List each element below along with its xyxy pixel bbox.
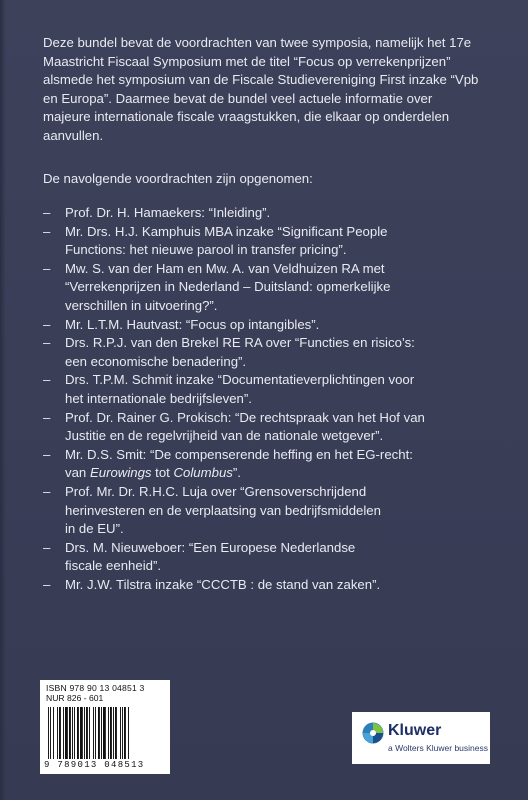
publisher-name: Kluwer bbox=[388, 722, 442, 739]
list-item bbox=[43, 576, 493, 595]
item-line: Justitie en de regelvrijheid van de nationale wetgever”. bbox=[65, 428, 384, 444]
barcode-bar bbox=[122, 707, 123, 759]
dash: – bbox=[43, 205, 51, 220]
barcode-digits: 9 789013 048513 bbox=[44, 760, 145, 770]
barcode-bar bbox=[72, 707, 73, 759]
item-line: fiscale eenheid”. bbox=[65, 558, 162, 574]
item-line: Mr. Drs. H.J. Kamphuis MBA inzake “Significant People bbox=[65, 223, 388, 239]
spine-shadow bbox=[0, 0, 6, 800]
barcode-bar bbox=[124, 707, 126, 759]
barcode-bar bbox=[59, 707, 61, 759]
item-line-post: ”. bbox=[232, 465, 241, 481]
list-item bbox=[43, 371, 493, 408]
dash: – bbox=[43, 223, 51, 239]
item-line-italic: Columbus bbox=[173, 465, 233, 481]
kluwer-logo-icon bbox=[362, 722, 384, 744]
barcode-bar bbox=[110, 707, 112, 759]
item-line: Mr. L.T.M. Hautvast: “Focus op intangibles”. bbox=[65, 316, 320, 332]
item-line: Drs. T.P.M. Schmit inzake “Documentatieverplichtingen voor bbox=[65, 372, 415, 388]
publisher-logo bbox=[352, 712, 490, 764]
list-item bbox=[43, 316, 493, 335]
item-line: een economische benadering”. bbox=[65, 353, 247, 369]
intro-paragraph: Deze bundel bevat de voordrachten van twee symposia, namelijk het 17e Maastricht Fiscaal Symposium met de titel “Focus op verrekenprijzen” alsmede het symposium van de Fiscale Studievereniging First inzake “Vpb en Europa”. Daarmee bevat de bundel veel actuele informatie over majeure internationale fiscale vraagstukken, die elkaar op onderdelen aanvullen. bbox=[43, 35, 479, 143]
barcode-bar bbox=[115, 707, 117, 759]
item-line: verschillen in uitvoering?”. bbox=[65, 297, 218, 313]
list-item bbox=[43, 483, 493, 539]
list-heading: De navolgende voordrachten zijn opgenomen: bbox=[43, 171, 313, 186]
item-line: Prof. Dr. Rainer G. Prokisch: “De rechtspraak van het Hof van bbox=[65, 409, 425, 425]
item-line: Prof. Mr. Dr. R.H.C. Luja over “Grensoverschrijdend bbox=[65, 483, 367, 499]
item-line: Functions: het nieuwe parool in transfer pricing”. bbox=[65, 242, 347, 258]
barcode-bar bbox=[77, 707, 79, 759]
barcode-bar bbox=[63, 707, 64, 759]
list-item bbox=[43, 446, 493, 483]
barcode-bar bbox=[113, 707, 114, 759]
item-line: Drs. R.P.J. van den Brekel RE RA over “Functies en risico’s: bbox=[65, 335, 415, 351]
barcode-bar bbox=[53, 707, 54, 759]
list-item bbox=[43, 334, 493, 371]
lecture-list bbox=[43, 204, 493, 594]
barcode-bar bbox=[101, 707, 102, 759]
publisher-tagline: a Wolters Kluwer business bbox=[388, 743, 488, 753]
dash: – bbox=[43, 260, 51, 276]
barcode-bar bbox=[48, 707, 49, 759]
dash: – bbox=[43, 483, 51, 499]
item-line: in de EU”. bbox=[65, 521, 124, 537]
barcode-bar bbox=[98, 707, 100, 759]
item-line: Drs. M. Nieuweboer: “Een Europese Nederlandse bbox=[65, 539, 356, 555]
nur-text: NUR 826 - 601 bbox=[46, 693, 104, 703]
list-item bbox=[43, 204, 493, 223]
list-item bbox=[43, 260, 493, 316]
barcode-bar bbox=[86, 707, 88, 759]
dash: – bbox=[43, 576, 51, 592]
item-line: “Verrekenprijzen in Nederland – Duitsland: opmerkelijke bbox=[65, 279, 391, 295]
barcode-bar bbox=[74, 707, 75, 759]
dash: – bbox=[43, 335, 51, 351]
list-item bbox=[43, 539, 493, 576]
item-line: Mr. D.S. Smit: “De compenserende heffing en het EG-recht: bbox=[65, 446, 413, 462]
item-line-mid: tot bbox=[151, 465, 174, 481]
dash: – bbox=[43, 446, 51, 462]
barcode-bar bbox=[95, 707, 96, 759]
dash: – bbox=[43, 409, 51, 425]
item-line: het internationale bedrijfsleven”. bbox=[65, 390, 252, 406]
barcode-bar bbox=[84, 707, 85, 759]
barcode-bar bbox=[80, 707, 83, 759]
isbn-text: ISBN 978 90 13 04851 3 bbox=[46, 683, 145, 693]
barcode-bar bbox=[93, 707, 94, 759]
barcode-bar bbox=[50, 707, 51, 759]
barcode-label bbox=[40, 680, 170, 774]
barcode-bar bbox=[89, 707, 90, 759]
item-line: Mr. J.W. Tilstra inzake “CCCTB : de stand van zaken”. bbox=[65, 576, 381, 592]
list-item bbox=[43, 223, 493, 260]
barcode-bar bbox=[120, 707, 121, 759]
barcode-bar bbox=[57, 707, 58, 759]
barcode-bar bbox=[103, 707, 106, 759]
item-line-italic: Eurowings bbox=[89, 465, 152, 481]
barcode-bars bbox=[46, 707, 164, 759]
dash: – bbox=[43, 316, 51, 332]
dash: – bbox=[43, 539, 51, 555]
barcode-bar bbox=[65, 707, 68, 759]
item-line: herinvesteren en de verplaatsing van bedrijfsmiddelen bbox=[65, 502, 381, 518]
item-line-pre: van bbox=[65, 465, 90, 481]
dash: – bbox=[43, 372, 51, 388]
barcode-bar bbox=[108, 707, 109, 759]
item-line: Prof. Dr. H. Hamaekers: “Inleiding”. bbox=[65, 205, 271, 220]
barcode-bar bbox=[69, 707, 71, 759]
barcode-bar bbox=[128, 707, 129, 759]
list-item bbox=[43, 409, 493, 446]
item-line: Mw. S. van der Ham en Mw. A. van Veldhuizen RA met bbox=[65, 260, 385, 276]
